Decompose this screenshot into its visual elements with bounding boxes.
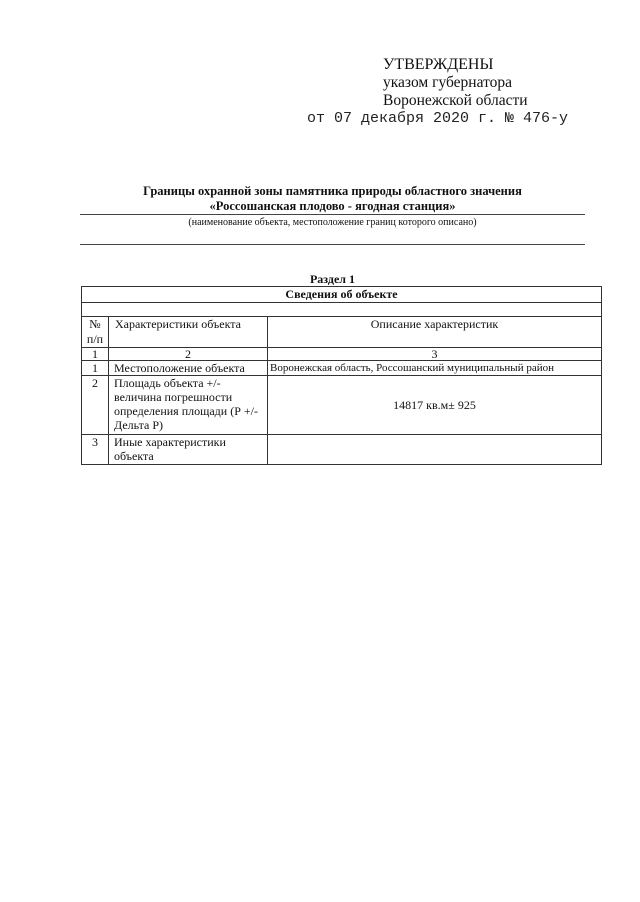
title-underline	[80, 214, 585, 215]
row-characteristic: Местоположение объекта	[109, 361, 268, 376]
table-row	[82, 376, 602, 435]
row-number: 2	[82, 376, 109, 435]
approval-region: Воронежской области	[383, 92, 528, 109]
document-title-line-1: Границы охранной зоны памятника природы областного значения	[143, 184, 522, 198]
column-number-3: 3	[268, 348, 602, 361]
section-label: Раздел 1	[309, 272, 356, 286]
row-description	[268, 435, 602, 465]
column-number-1: 1	[82, 348, 109, 361]
document-title-line-2: «Россошанская плодово - ягодная станция»	[209, 199, 456, 213]
approval-head: УТВЕРЖДЕНЫ	[383, 56, 494, 73]
blank-underline	[80, 244, 585, 245]
row-description: Воронежская область, Россошанский муниципальный район	[268, 361, 602, 376]
column-number-2: 2	[109, 348, 268, 361]
header-description: Описание характеристик	[268, 317, 602, 348]
object-info-table	[81, 286, 602, 465]
decree-reference: от 07 декабря 2020 г. № 476-у	[307, 110, 569, 127]
table-row	[82, 435, 602, 465]
table-caption: Сведения об объекте	[82, 287, 602, 303]
row-characteristic: Иные характеристики объекта	[109, 435, 268, 465]
row-characteristic: Площадь объекта +/- величина погрешности определения площади (Р +/- Дельта Р)	[109, 376, 268, 435]
row-number: 1	[82, 361, 109, 376]
row-number: 3	[82, 435, 109, 465]
row-description: 14817 кв.м± 925	[268, 376, 602, 435]
approval-stamp	[383, 56, 528, 110]
table-spacer-row	[82, 303, 602, 317]
header-characteristic: Характеристики объекта	[109, 317, 268, 348]
title-hint: (наименование объекта, местоположение границ которого описано)	[188, 217, 477, 228]
approval-authority: указом губернатора	[383, 74, 513, 91]
table-header-row	[82, 317, 602, 348]
table-row	[82, 361, 602, 376]
column-number-row	[82, 348, 602, 361]
header-number: № п/п	[82, 317, 109, 348]
